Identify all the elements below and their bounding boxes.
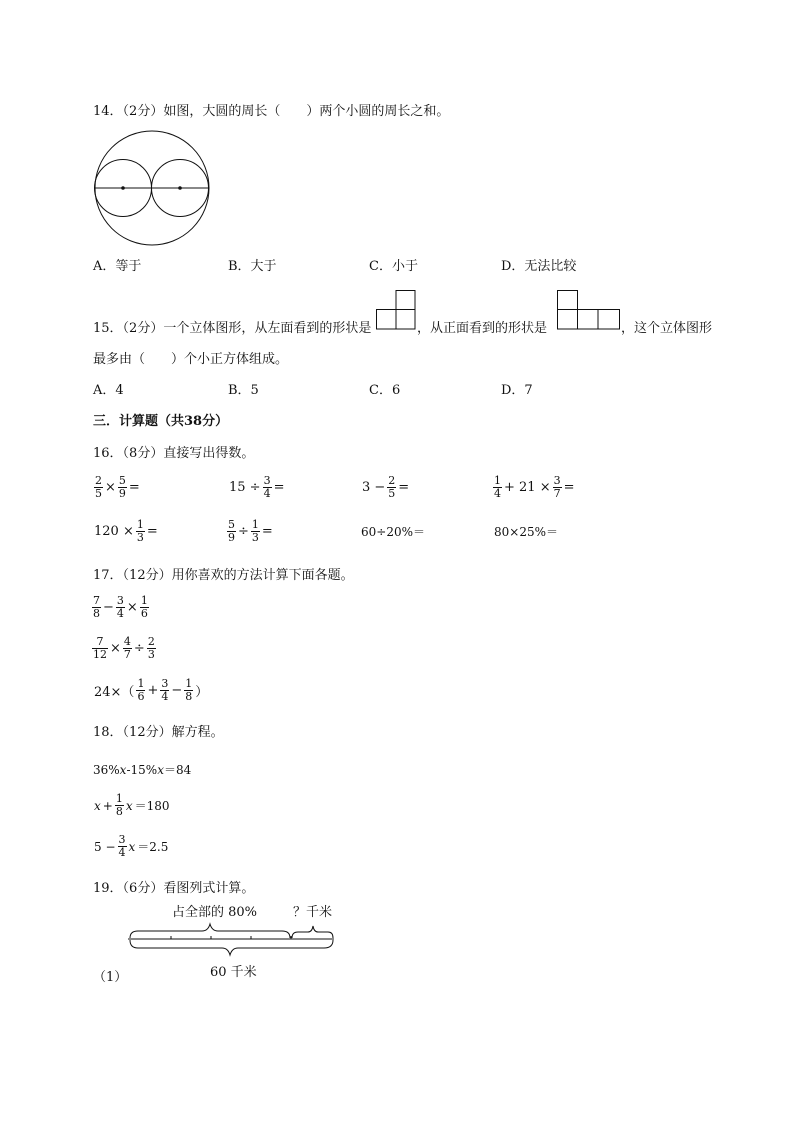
- q19-label-top-left: 占全部的 80%: [172, 905, 258, 920]
- q19-label-top-right: ？千米: [293, 905, 333, 920]
- q19-line-segment-diagram: [126, 918, 338, 962]
- q14-option-b[interactable]: B．大于: [228, 259, 277, 274]
- q14-option-c[interactable]: C．小于: [369, 259, 418, 274]
- q15-stem-line2: 最多由（ ）个小正方体组成。: [93, 352, 289, 367]
- q14-option-a[interactable]: A．等于: [93, 259, 142, 274]
- q15-option-a[interactable]: A．4: [93, 383, 124, 398]
- q15-stem-part3: ，这个立体图形: [621, 321, 713, 336]
- q17-expr-3: 24×（ $\frac{1}{6}$ + $\frac{3}{4}$ − $\frac{1}{8}$ ）: [94, 677, 209, 703]
- q16-item-4: $\frac{1}{4}$ + 21 × $\frac{3}{7}$ =: [494, 474, 575, 500]
- q19-label-bottom: 60 千米: [210, 965, 257, 980]
- q17-stem: 17．（12分）用你喜欢的方法计算下面各题。: [93, 568, 354, 583]
- q15-front-view-shape: [557, 290, 621, 330]
- q16-item-7: 60÷20%＝: [361, 525, 425, 539]
- q15-left-view-shape: [376, 290, 416, 330]
- q19-part-1: （1）: [93, 970, 128, 985]
- q14-stem: 14．（2分）如图，大圆的周长（ ）两个小圆的周长之和。: [93, 104, 450, 119]
- q15-option-c[interactable]: C．6: [369, 383, 401, 398]
- q15-option-d[interactable]: D．7: [501, 383, 533, 398]
- q16-stem: 16．（8分）直接写出得数。: [93, 446, 255, 461]
- q15-option-b[interactable]: B．5: [228, 383, 259, 398]
- q18-equation-1: 36%x-15%x＝84: [93, 763, 192, 777]
- q14-option-d[interactable]: D．无法比较: [501, 259, 577, 274]
- section-title: 三．计算题（共38分）: [93, 414, 229, 429]
- q16-item-5: 120 × $\frac{1}{3}$ =: [94, 518, 158, 544]
- q14-circle-diagram: [93, 130, 211, 248]
- q19-stem: 19．（6分）看图列式计算。: [93, 881, 255, 896]
- q17-expr-2: $\frac{7}{12}$ × $\frac{4}{7}$ ÷ $\frac{2}{3}$: [93, 635, 155, 661]
- q16-item-8: 80×25%＝: [494, 525, 558, 539]
- q16-item-2: 15 ÷ $\frac{3}{4}$ =: [229, 474, 285, 500]
- q17-expr-1: $\frac{7}{8}$ − $\frac{3}{4}$ × $\frac{1}{6}$: [93, 594, 148, 620]
- q15-stem-part1: 15．（2分）一个立体图形，从左面看到的形状是: [93, 321, 372, 336]
- q18-stem: 18．（12分）解方程。: [93, 725, 224, 740]
- q18-equation-3: 5 − $\frac{3}{4}$ x ＝2.5: [94, 833, 169, 859]
- q16-item-1: $\frac{2}{5}$ × $\frac{5}{9}$ =: [95, 474, 140, 500]
- q16-item-6: $\frac{5}{9}$ ÷ $\frac{1}{3}$ =: [228, 518, 273, 544]
- q15-stem-part2: ，从正面看到的形状是: [417, 321, 548, 336]
- q16-item-3: 3 − $\frac{2}{5}$ =: [362, 474, 410, 500]
- q18-equation-2: x + $\frac{1}{8}$ x ＝180: [94, 792, 170, 818]
